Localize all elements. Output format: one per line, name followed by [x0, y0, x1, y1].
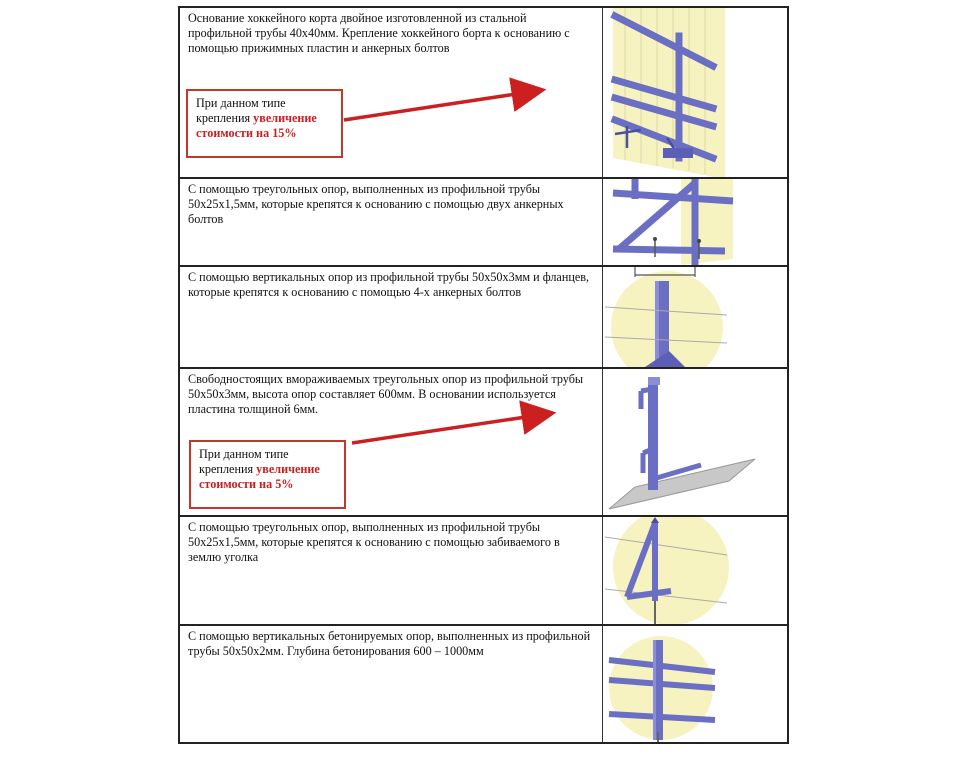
table-row: [178, 626, 789, 744]
price-increase-callout-15: При данном типе крепления увеличение стоимости на 15%: [186, 89, 343, 158]
row-description: Свободностоящих вмораживаемых треугольных опор из профильной трубы 50х50х3мм, высота опор составляет 600мм. В основании используется пластина толщиной 6мм.: [188, 372, 584, 416]
row-description: Основание хоккейного корта двойное изготовленной из стальной профильной трубы 40х40мм. Крепление хоккейного борта к основанию с помощью прижимных пластин и анкерных болтов: [188, 11, 570, 55]
concreted-vertical-support-icon: [605, 626, 789, 742]
row-description: С помощью треугольных опор, выполненных из профильной трубы 50х25х1,5мм, которые крепятся к основанию с помощью двух анкерных болтов: [188, 182, 564, 226]
price-increase-callout-5: При данном типе крепления увеличение стоимости на 5%: [189, 440, 346, 509]
row-description: С помощью вертикальных бетонируемых опор, выполненных из профильной трубы 50х50х2мм. Глубина бетонирования 600 – 1000мм: [188, 629, 591, 658]
table-row: [178, 517, 789, 626]
double-frame-base-icon: [605, 8, 789, 177]
table-row: [178, 267, 789, 369]
row-description: С помощью вертикальных опор из профильной трубы 50х50х3мм и фланцев, которые крепятся к основанию с помощью 4-х анкерных болтов: [188, 270, 590, 299]
triangular-support-bolted-icon: [605, 179, 789, 265]
vertical-flange-support-icon: [605, 267, 789, 367]
table-row: [178, 179, 789, 267]
triangular-support-ground-angle-icon: [605, 517, 789, 624]
row-description: С помощью треугольных опор, выполненных из профильной трубы 50х25х1,5мм, которые крепятся к основанию с помощью забиваемого в землю уголка: [188, 520, 560, 564]
freestanding-frozen-support-icon: [605, 369, 789, 515]
